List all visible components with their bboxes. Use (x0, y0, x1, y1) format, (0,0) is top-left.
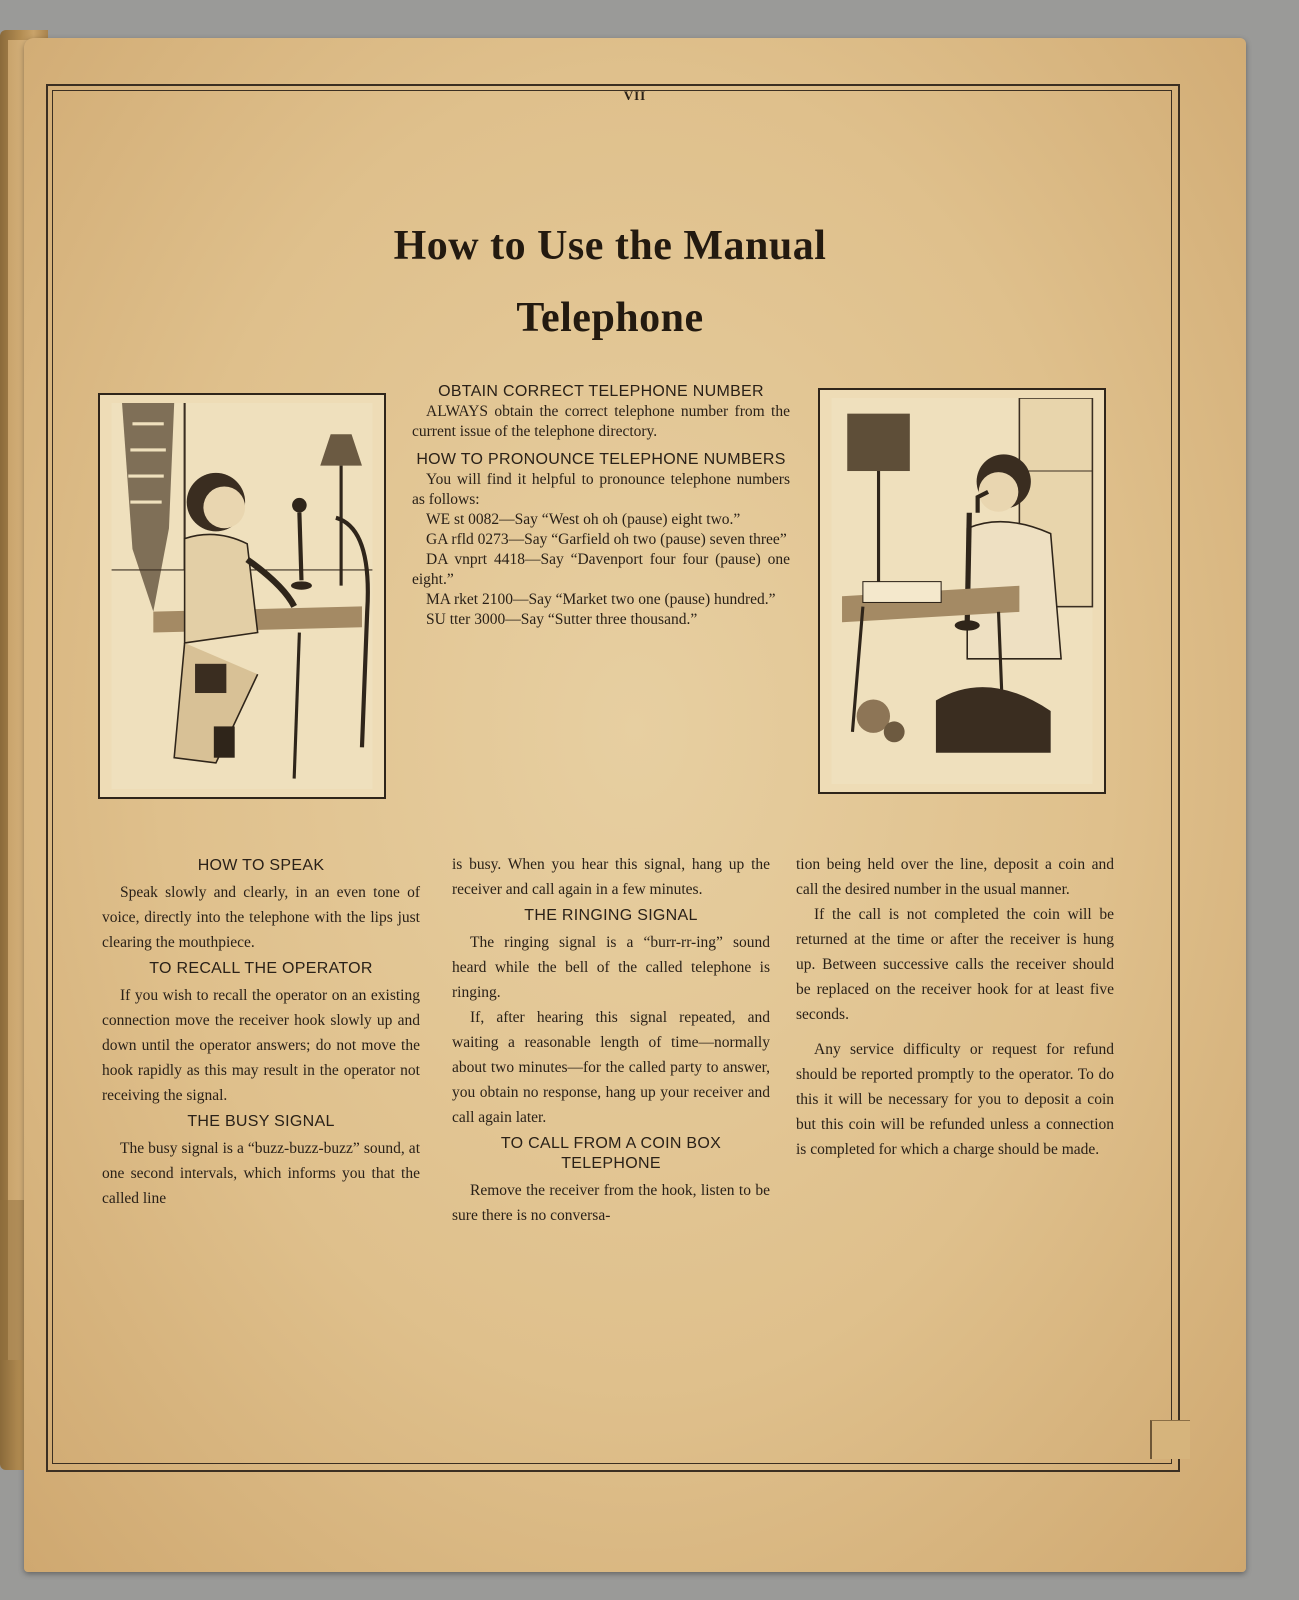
pronounce-heading: HOW TO PRONOUNCE TELEPHONE NUMBERS (416, 451, 786, 468)
service-difficulty-text: Any service difficulty or request for refund should be reported promptly to the operator. To do this it will be necessary for you to deposit a coin but this coin will be refunded unless a connection is completed for which a charge should be made. (796, 1041, 1114, 1158)
title-line-1: How to Use the Manual (393, 223, 827, 269)
example-market: MA rket 2100—Say “Market two one (pause) hundred.” (426, 591, 776, 608)
recall-operator-text: If you wish to recall the operator on an existing connection move the receiver hook slowly up and down until the operator answers; do not move the hook rapidly as this may result in the operator not receiving the signal. (102, 987, 420, 1104)
example-west: WE st 0082—Say “West oh oh (pause) eight two.” (426, 511, 741, 528)
page-number: VII (623, 88, 647, 103)
example-davenport: DA vnprt 4418—Say “Davenport four four (pause) one eight.” (412, 551, 790, 588)
woman-telephone-drawing-right (828, 398, 1096, 784)
example-sutter: SU tter 3000—Say “Sutter three thousand.” (426, 611, 698, 628)
pronounce-intro: You will find it helpful to pronounce telephone numbers as follows: (412, 471, 790, 508)
title-line-2: Telephone (516, 295, 704, 341)
coin-return-text: If the call is not completed the coin will be returned at the time or after the receiver is hung up. Between successive calls the receiver should be replaced on the receiver hook for at least five seconds. (796, 906, 1114, 1023)
illustration-right (818, 388, 1106, 794)
recall-operator-heading: TO RECALL THE OPERATOR (149, 960, 373, 977)
text-column-1 (102, 852, 420, 1211)
illustration-left (98, 393, 386, 799)
obtain-number-heading: OBTAIN CORRECT TELEPHONE NUMBER (438, 383, 764, 400)
page-corner-tab (1150, 1420, 1190, 1459)
coin-box-text: Remove the receiver from the hook, listen to be sure there is no conversa- (452, 1182, 770, 1224)
busy-signal-heading: THE BUSY SIGNAL (187, 1113, 335, 1130)
text-column-3 (796, 852, 1114, 1162)
coin-box-continued: tion being held over the line, deposit a coin and call the desired number in the usual manner. (796, 856, 1114, 898)
text-column-2 (452, 852, 770, 1228)
example-garfield: GA rfld 0273—Say “Garfield oh two (pause) seven three” (426, 531, 787, 548)
obtain-number-text: ALWAYS obtain the correct telephone number from the current issue of the telephone directory. (412, 403, 790, 440)
ringing-signal-text-2: If, after hearing this signal repeated, and waiting a reasonable length of time—normally about two minutes—for the called party to answer, you obtain no response, hang up your receiver and call again later. (452, 1009, 770, 1126)
busy-signal-continued: is busy. When you hear this signal, hang up the receiver and call again in a few minutes. (452, 856, 770, 898)
ringing-signal-heading: THE RINGING SIGNAL (524, 907, 698, 924)
center-column (412, 382, 790, 630)
page-title (200, 210, 1020, 354)
woman-telephone-drawing-left (108, 403, 376, 789)
how-to-speak-text: Speak slowly and clearly, in an even tone of voice, directly into the telephone with the lips just clearing the mouthpiece. (102, 884, 420, 951)
ringing-signal-text-1: The ringing signal is a “burr-rr-ing” sound heard while the bell of the called telephone is ringing. (452, 934, 770, 1001)
busy-signal-text: The busy signal is a “buzz-buzz-buzz” sound, at one second intervals, which informs you that the called line (102, 1140, 420, 1207)
how-to-speak-heading: HOW TO SPEAK (197, 857, 325, 874)
coin-box-heading: TO CALL FROM A COIN BOX TELEPHONE (500, 1135, 722, 1172)
